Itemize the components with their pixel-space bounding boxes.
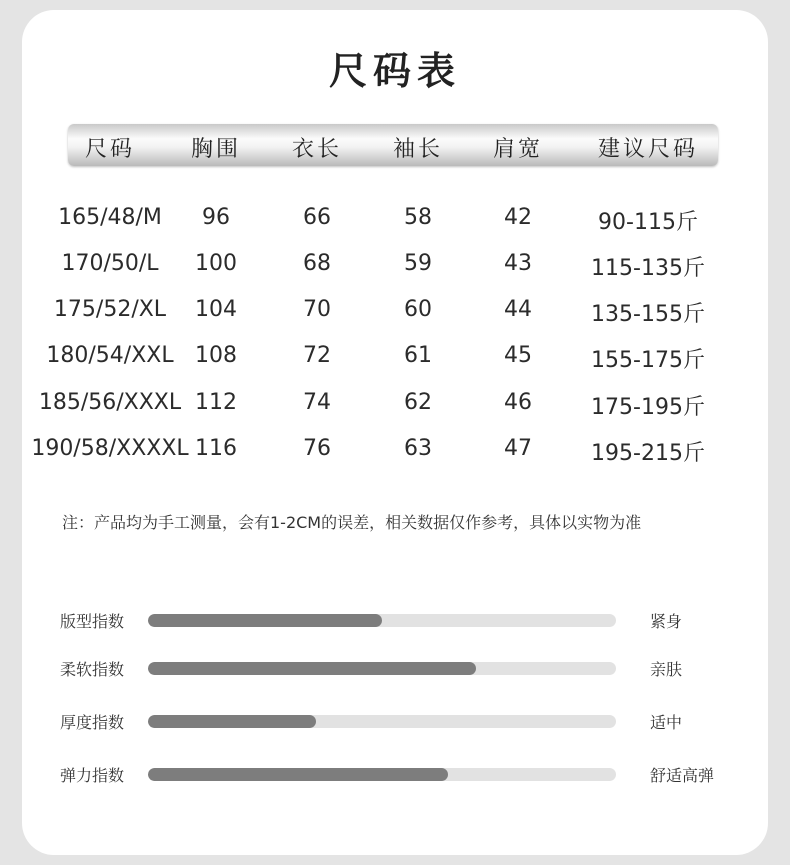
cell-chest: 112 [195, 390, 237, 415]
column-header-shoulder: 肩宽 [492, 137, 544, 162]
cell-length: 70 [303, 297, 331, 322]
column-header-recommended: 建议尺码 [597, 137, 699, 162]
cell-size: 170/50/L [61, 251, 159, 276]
index-value: 亲肤 [650, 660, 683, 679]
cell-length: 66 [303, 205, 331, 230]
measurement-note: 注：产品均为手工测量，会有1-2CM的误差，相关数据仅作参考，具体以实物为准 [62, 513, 642, 532]
cell-length: 68 [303, 251, 331, 276]
index-label: 弹力指数 [60, 766, 125, 785]
cell-chest: 116 [195, 436, 237, 461]
cell-shoulder: 44 [504, 297, 532, 322]
cell-chest: 100 [195, 251, 237, 276]
cell-size: 175/52/XL [53, 297, 167, 322]
cell-size: 165/48/M [58, 205, 162, 230]
cell-chest: 108 [195, 343, 237, 368]
cell-shoulder: 47 [504, 436, 532, 461]
cell-sleeve: 62 [404, 390, 432, 415]
index-bar-track [148, 662, 616, 675]
index-bar-track [148, 768, 616, 781]
index-label: 柔软指数 [60, 660, 125, 679]
index-bar-fill [148, 715, 316, 728]
column-header-chest: 胸围 [190, 137, 242, 162]
cell-shoulder: 45 [504, 343, 532, 368]
cell-length: 74 [303, 390, 331, 415]
column-header-size: 尺码 [84, 137, 136, 162]
cell-recommended: 90-115斤 [598, 210, 698, 235]
index-bar-fill [148, 662, 476, 675]
column-header-sleeve: 袖长 [392, 137, 444, 162]
cell-shoulder: 43 [504, 251, 532, 276]
cell-sleeve: 63 [404, 436, 432, 461]
index-value: 适中 [650, 713, 683, 732]
cell-recommended: 115-135斤 [591, 256, 705, 281]
cell-length: 76 [303, 436, 331, 461]
cell-shoulder: 42 [504, 205, 532, 230]
cell-chest: 96 [202, 205, 230, 230]
cell-recommended: 195-215斤 [591, 441, 705, 466]
cell-size: 185/56/XXXL [38, 390, 182, 415]
cell-recommended: 175-195斤 [591, 395, 705, 420]
index-bar-track [148, 614, 616, 627]
cell-size: 180/54/XXL [46, 343, 174, 368]
page-title: 尺码表 [328, 49, 461, 93]
index-label: 版型指数 [60, 612, 125, 631]
column-header-length: 衣长 [291, 137, 343, 162]
cell-chest: 104 [195, 297, 237, 322]
index-label: 厚度指数 [60, 713, 125, 732]
cell-sleeve: 58 [404, 205, 432, 230]
index-bar-fill [148, 614, 382, 627]
cell-size: 190/58/XXXXL [31, 436, 189, 461]
cell-recommended: 135-155斤 [591, 302, 705, 327]
cell-sleeve: 61 [404, 343, 432, 368]
index-value: 舒适高弹 [650, 766, 715, 785]
cell-length: 72 [303, 343, 331, 368]
cell-recommended: 155-175斤 [591, 348, 705, 373]
index-value: 紧身 [650, 612, 683, 631]
index-bar-track [148, 715, 616, 728]
cell-sleeve: 59 [404, 251, 432, 276]
cell-shoulder: 46 [504, 390, 532, 415]
index-bar-fill [148, 768, 448, 781]
cell-sleeve: 60 [404, 297, 432, 322]
